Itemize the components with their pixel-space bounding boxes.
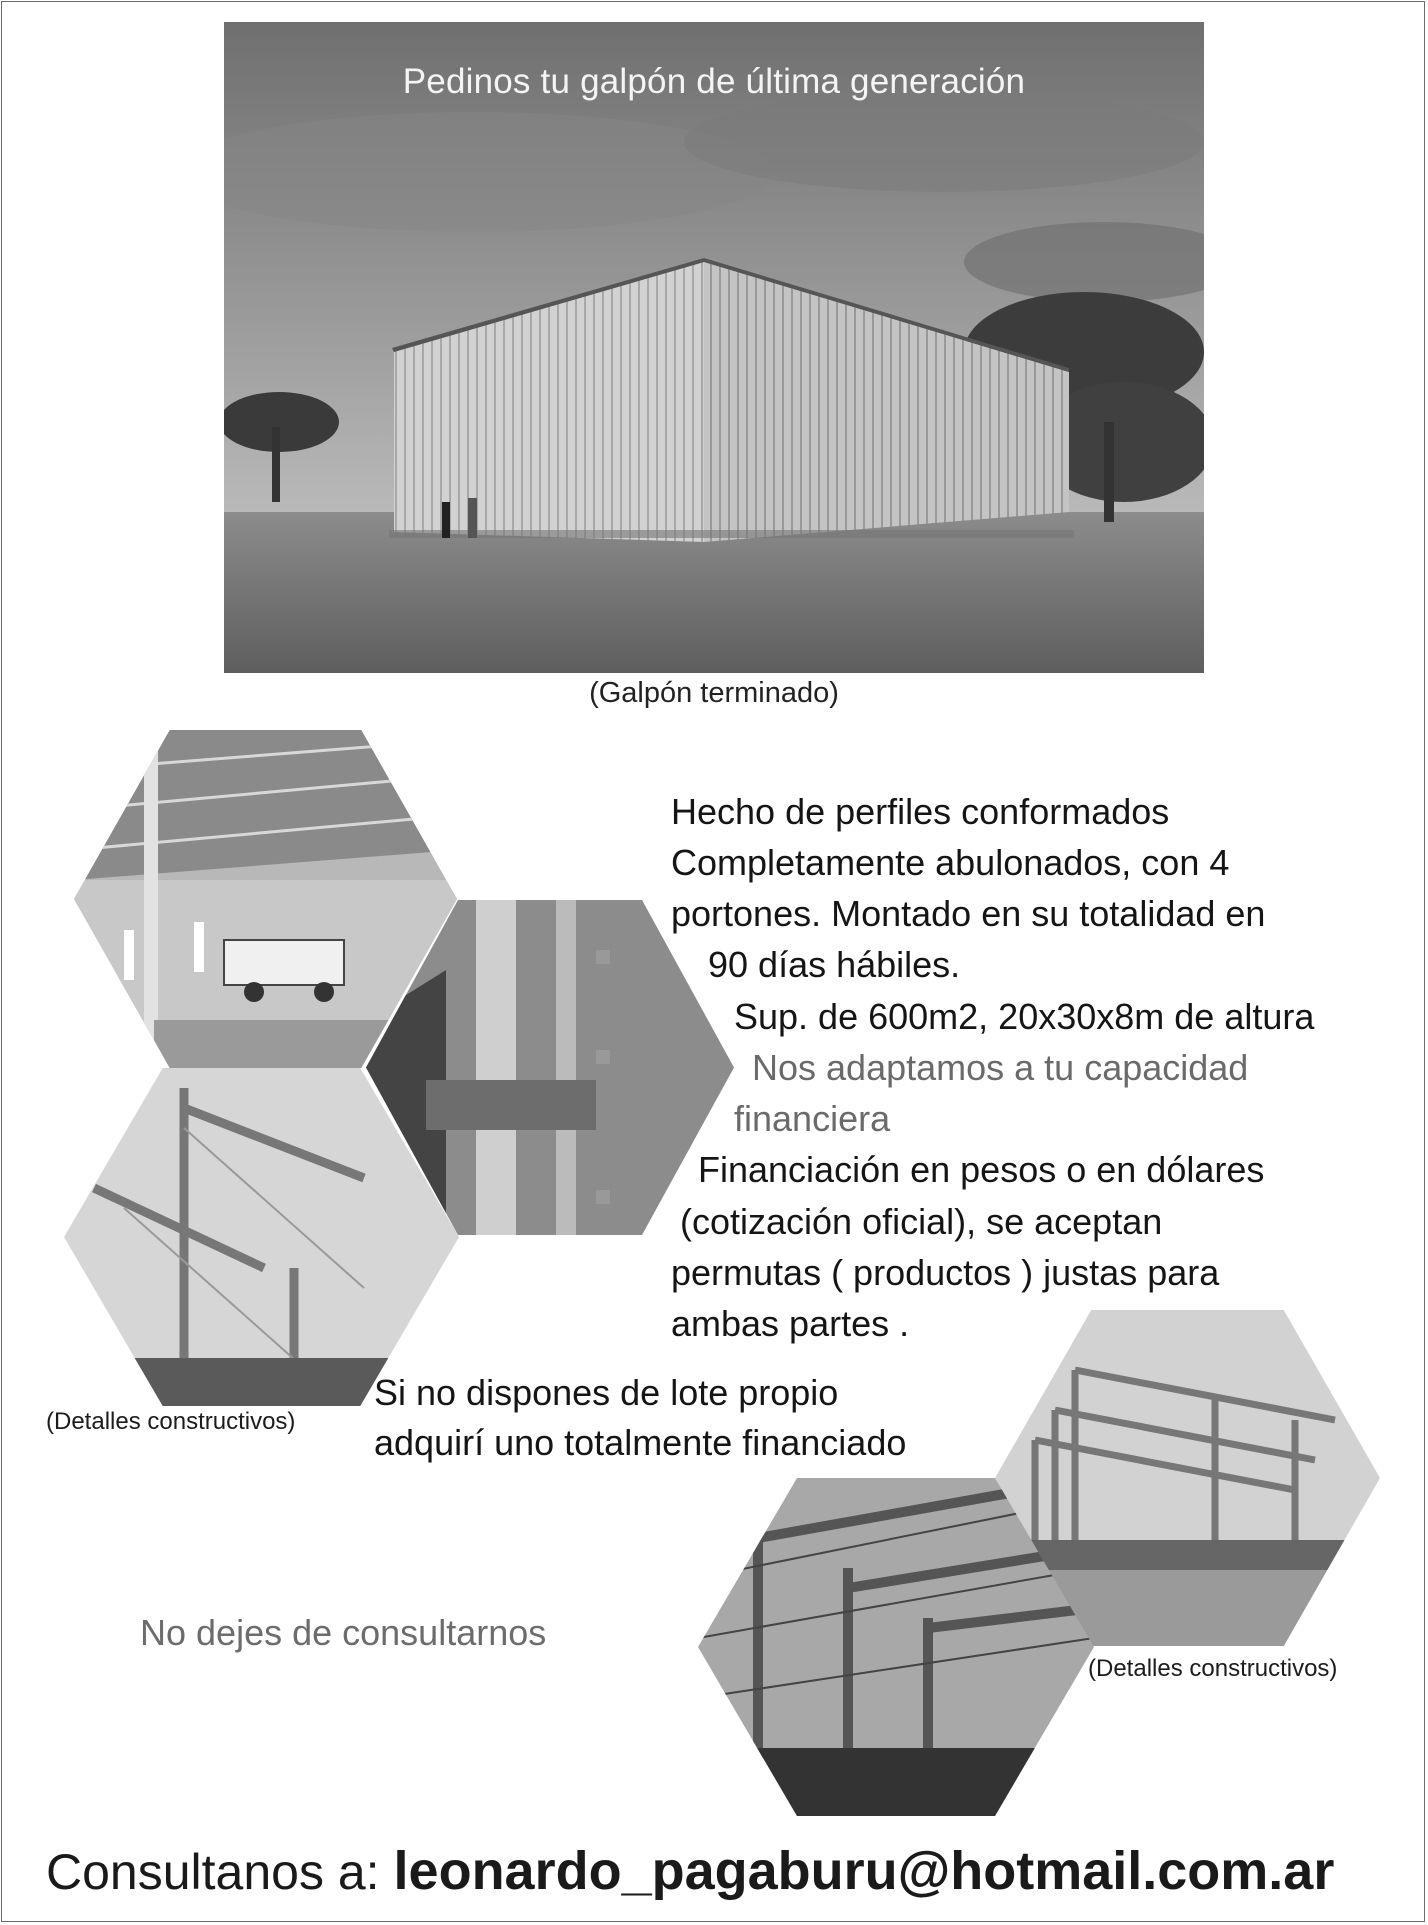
feature-line-10: permutas ( productos ) justas para (671, 1252, 1220, 1293)
feature-line-6: Nos adaptamos a tu capacidad (752, 1047, 1249, 1088)
feature-line-5: Sup. de 600m2, 20x30x8m de altura (734, 996, 1315, 1037)
warehouse-exterior-photo (224, 22, 1204, 673)
contact-email-link[interactable]: leonardo_pagaburu@hotmail.com.ar (393, 1841, 1335, 1901)
lot-offer-text (374, 1368, 906, 1468)
feature-line-8: Financiación en pesos o en dólares (698, 1149, 1265, 1190)
details-caption-left: (Detalles constructivos) (46, 1408, 296, 1435)
hero-caption: (Galpón terminado) (589, 677, 839, 709)
contact-footer (46, 1840, 1334, 1902)
details-caption-right: (Detalles constructivos) (1088, 1655, 1338, 1682)
feature-line-2: Completamente abulonados, con 4 (671, 842, 1230, 883)
lot-offer-line-2: adquirí uno totalmente financiado (374, 1422, 907, 1463)
lot-offer-line-1: Si no dispones de lote propio (374, 1372, 839, 1413)
feature-line-3: portones. Montado en su totalidad en (671, 893, 1266, 934)
feature-line-4: 90 días hábiles. (708, 944, 961, 985)
feature-line-7: financiera (734, 1098, 891, 1139)
consult-note: No dejes de consultarnos (140, 1612, 547, 1653)
feature-line-9: (cotización oficial), se aceptan (680, 1201, 1163, 1242)
feature-line-1: Hecho de perfiles conformados (671, 791, 1170, 832)
contact-label: Consultanos a: (46, 1844, 380, 1900)
feature-line-11: ambas partes . (671, 1303, 910, 1344)
hero-title: Pedinos tu galpón de última generación (402, 62, 1026, 101)
